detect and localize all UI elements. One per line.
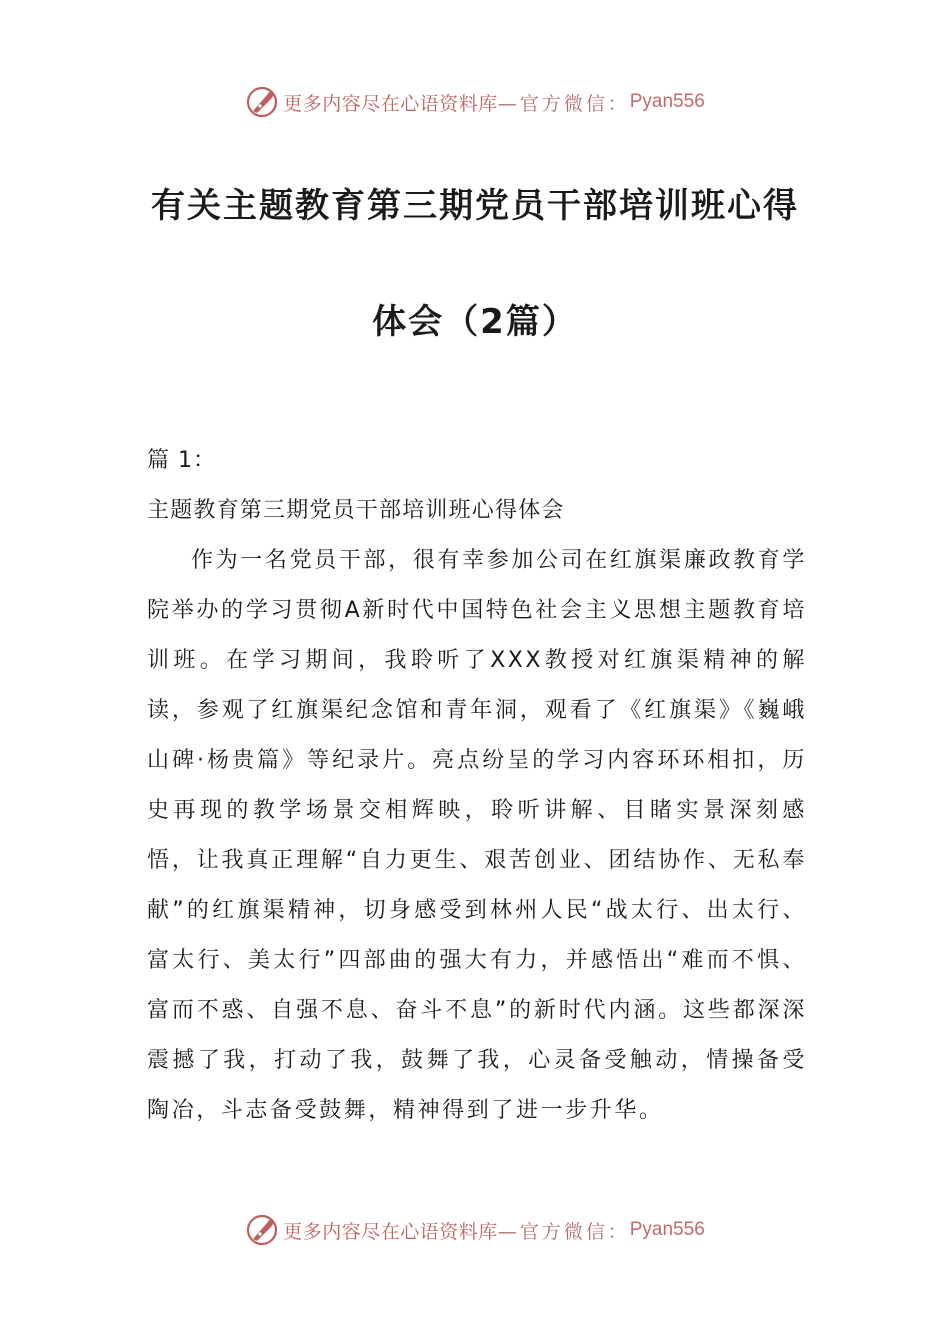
banner-text: 更多内容尽在心语资料库	[283, 1220, 498, 1243]
body-paragraph: 作为一名党员干部，很有幸参加公司在红旗渠廉政教育学院举办的学习贯彻A新时代中国特色社会主义思想主题教育培训班。在学习期间，我聆听了XXX教授对红旗渠精神的解读，参观了红旗渠纪念馆和青年洞，观看了《红旗渠》《巍峨山碑·杨贵篇》等纪录片。亮点纷呈的学习内容环环相扣，历史再现的教学场景交相辉映，聆听讲解、目睹实景深刻感悟，让我真正理解“自力更生、艰苦创业、团结协作、无私奉献”的红旗渠精神，切身感受到林州人民“战太行、出太行、富太行、美太行”四部曲的强大有力，并感悟出“难而不惧、富而不惑、自强不息、奋斗不息”的新时代内涵。这些都深深震撼了我，打动了我，鼓舞了我，心灵备受触动，情操备受陶冶，斗志备受鼓舞，精神得到了进一步升华。	[147, 548, 807, 1123]
section-label: 篇 1：	[147, 448, 216, 473]
banner-wechat-label: —官方微信：	[497, 1220, 630, 1243]
header-banner	[0, 82, 950, 122]
banner-wechat-id: Pyan556	[629, 91, 705, 112]
banner-wechat-label: —官方微信：	[497, 92, 630, 115]
article-body	[147, 436, 807, 1136]
banner-text: 更多内容尽在心语资料库	[283, 92, 498, 115]
section-subtitle: 主题教育第三期党员干部培训班心得体会	[147, 498, 565, 523]
document-title-line-2: 体会（2篇）	[372, 302, 578, 342]
pen-nib-logo-icon	[245, 1213, 279, 1247]
footer-banner	[0, 1210, 950, 1250]
document-title-line-1: 有关主题教育第三期党员干部培训班心得	[151, 186, 799, 226]
banner-wechat-id: Pyan556	[629, 1219, 705, 1240]
pen-nib-logo-icon	[245, 85, 279, 119]
